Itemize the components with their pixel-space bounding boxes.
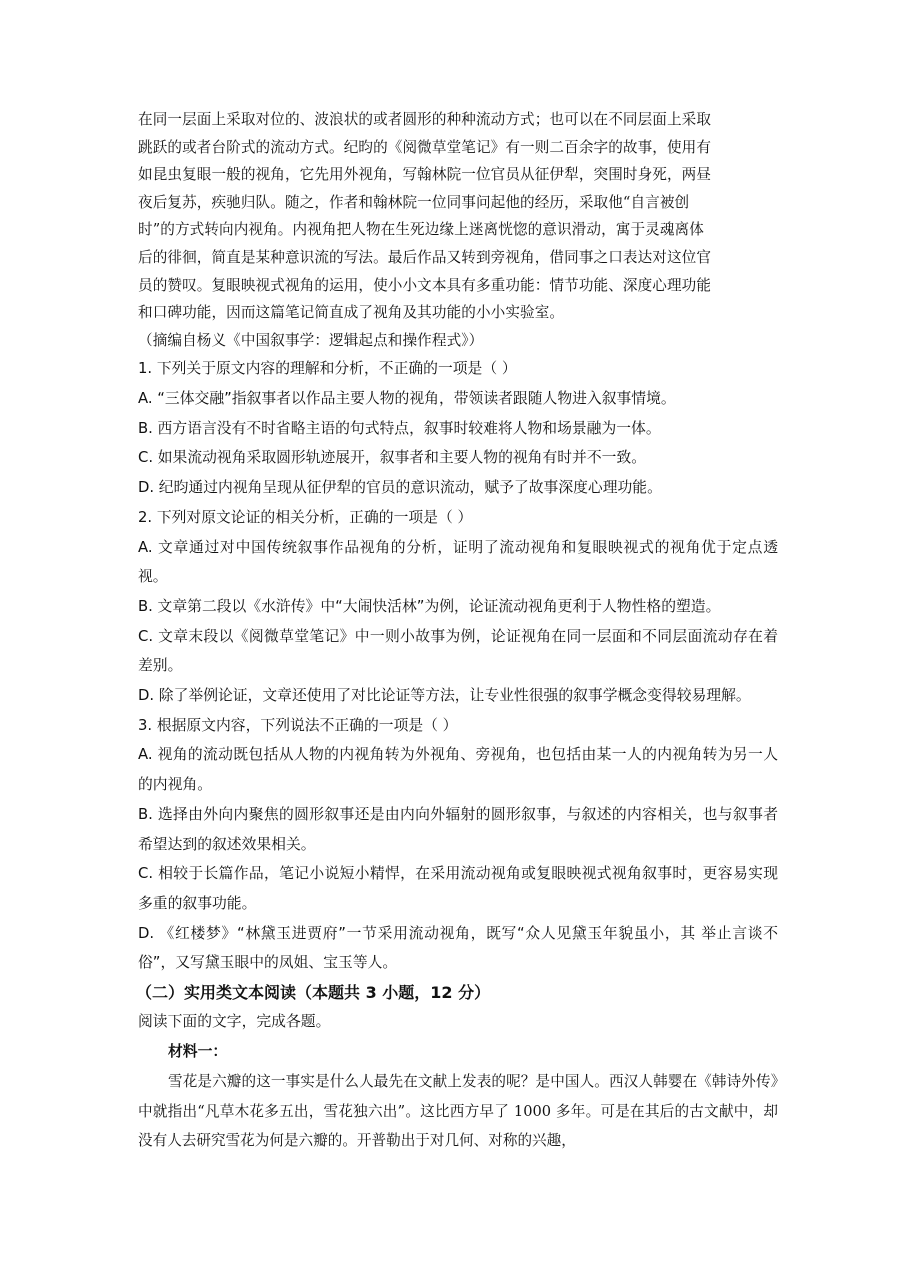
question-option-d: D. 除了举例论证，文章还使用了对比论证等方法，让专业性很强的叙事学概念变得较易理解。	[138, 687, 751, 705]
material-paragraph: 雪花是六瓣的这一事实是什么人最先在文献上发表的呢？是中国人。西汉人韩婴在《韩诗外传》中就指出“凡草木花多五出，雪花独六出”。这比西方早了 1000 多年。可是在其后的古文献中，却没有人去研究雪花为何是六瓣的。开普勒出于对几何、对称的兴趣，	[138, 1073, 778, 1150]
passage-line: 后的徘徊，简直是某种意识流的写法。最后作品又转到旁视角，借同事之口表达对这位官	[138, 248, 712, 266]
question-option-a: A. 视角的流动既包括从人物的内视角转为外视角、旁视角，也包括由某一人的内视角转为另一人的内视角。	[138, 746, 778, 794]
passage-line: 在同一层面上采取对位的、波浪状的或者圆形的种种流动方式；也可以在不同层面上采取	[138, 111, 712, 128]
passage-continuation	[138, 106, 778, 354]
material-text	[138, 1067, 778, 1156]
document-page	[138, 106, 778, 1156]
question-option-b: B. 文章第二段以《水浒传》中“大闹快活林”为例，论证流动视角更利于人物性格的塑造。	[138, 597, 721, 615]
question-option-c: C. 文章末段以《阅微草堂笔记》中一则小故事为例，论证视角在同一层面和不同层面流动存在着差别。	[138, 627, 778, 675]
passage-line: 跳跃的或者台阶式的流动方式。纪昀的《阅微草堂笔记》有一则二百余字的故事，使用有	[138, 138, 712, 156]
question-1	[138, 354, 778, 503]
passage-source: （摘编自杨义《中国叙事学：逻辑起点和操作程式》）	[138, 331, 484, 349]
question-option-c: C. 如果流动视角采取圆形轨迹展开，叙事者和主要人物的视角有时并不一致。	[138, 449, 647, 467]
question-3	[138, 711, 778, 978]
question-option-b: B. 西方语言没有不时省略主语的句式特点，叙事时较难将人物和场景融为一体。	[138, 419, 661, 437]
passage-line: 和口碑功能，因而这篇笔记简直成了视角及其功能的小小实验室。	[138, 304, 565, 322]
section-heading: （二）实用类文本阅读（本题共 3 小题，12 分）	[136, 983, 491, 1003]
question-2	[138, 503, 778, 711]
question-stem: 3. 根据原文内容，下列说法不正确的一项是（ ）	[138, 716, 458, 734]
question-option-a: A. 文章通过对中国传统叙事作品视角的分析，证明了流动视角和复眼映视式的视角优于定点透视。	[138, 538, 778, 586]
passage-line: 夜后复苏，疾驰归队。随之，作者和翰林院一位同事问起他的经历，采取他“自言被创	[138, 193, 690, 211]
section-instruction: 阅读下面的文字，完成各题。	[138, 1013, 331, 1031]
question-option-c: C. 相较于长篇作品，笔记小说短小精悍，在采用流动视角或复眼映视式视角叙事时，更容易实现多重的叙事功能。	[138, 865, 778, 912]
passage-line: 如昆虫复眼一般的视角，它先用外视角，写翰林院一位官员从征伊犁，突围时身死，两昼	[138, 166, 712, 184]
question-option-d: D. 纪昀通过内视角呈现从征伊犁的官员的意识流动，赋予了故事深度心理功能。	[138, 479, 662, 497]
question-option-d: D. 《红楼梦》“林黛玉进贾府”一节采用流动视角，既写“众人见黛玉年貌虽小，其 举止言谈不俗”，又写黛玉眼中的凤姐、宝玉等人。	[138, 924, 778, 972]
question-list	[138, 354, 778, 978]
question-stem: 1. 下列关于原文内容的理解和分析，不正确的一项是（ ）	[138, 360, 517, 378]
passage-line: 时”的方式转向内视角。内视角把人物在生死边缘上迷离恍惚的意识滑动，寓于灵魂离体	[138, 221, 704, 239]
passage-line: 员的赞叹。复眼映视式视角的运用，使小小文本具有多重功能：情节功能、深度心理功能	[138, 276, 712, 294]
question-option-b: B. 选择由外向内聚焦的圆形叙事还是由内向外辐射的圆形叙事，与叙述的内容相关，也与叙事者希望达到的叙述效果相关。	[138, 805, 778, 853]
material-label: 材料一：	[168, 1043, 228, 1061]
question-option-a: A. “三体交融”指叙事者以作品主要人物的视角，带领读者跟随人物进入叙事情境。	[138, 390, 676, 408]
question-stem: 2. 下列对原文论证的相关分析，正确的一项是（ ）	[138, 508, 473, 526]
